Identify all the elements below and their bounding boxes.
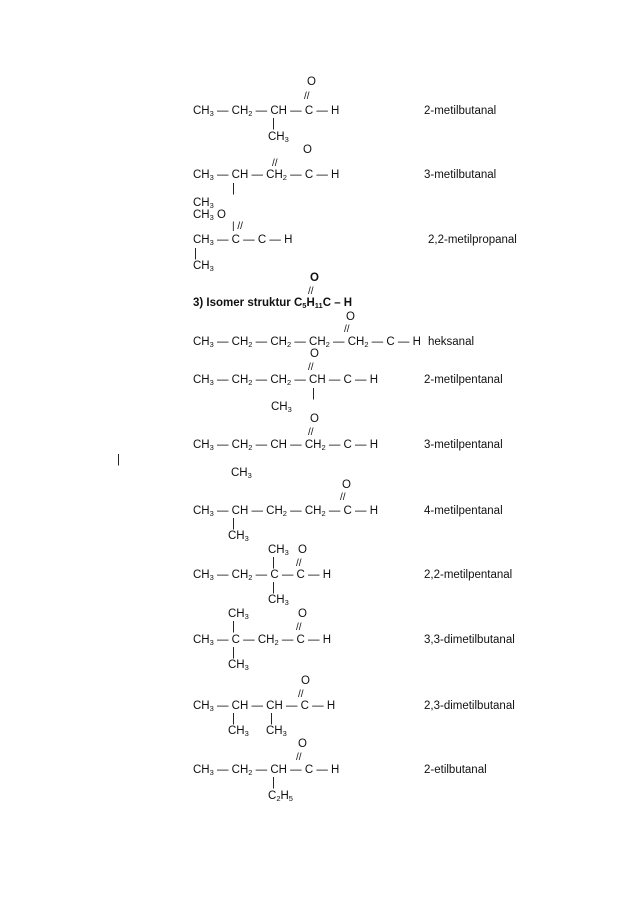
main-chain: $CH_3$ — C — $CH_2$ — C — H (193, 634, 332, 647)
double-bond: // (296, 558, 302, 569)
branch-group: $CH_3$ (268, 131, 289, 144)
double-bond: // (296, 752, 302, 763)
compound-name: 2-metilbutanal (424, 105, 497, 117)
branch-bond: | (312, 388, 315, 400)
branch-group: $C_2H_5$ (268, 790, 293, 803)
branch-bond: | (232, 647, 235, 659)
branch-group: $CH_3$ (193, 197, 214, 210)
top-groups: $CH_3$ O (193, 209, 226, 222)
carbonyl-oxygen: O (298, 608, 307, 620)
main-chain: $CH_3$ — $CH_2$ — CH — C — H (193, 105, 340, 118)
main-chain: $CH_3$ — CH — $CH_2$ — C — H (193, 169, 340, 182)
compound-name: 3,3-dimetilbutanal (424, 634, 515, 646)
branch-group: $CH_3$ (228, 725, 249, 738)
carbonyl-oxygen: O (307, 76, 316, 88)
double-bond: // (296, 622, 302, 633)
double-bond: // (272, 158, 278, 169)
carbonyl-oxygen: O (346, 311, 355, 323)
double-bond: // (308, 427, 314, 438)
branch-group: $CH_3$ (268, 594, 289, 607)
branch-group: $CH_3$ (266, 725, 287, 738)
heading-oxygen: O (310, 272, 319, 284)
double-bond: // (308, 362, 314, 373)
double-bond: // (340, 492, 346, 503)
carbonyl-oxygen: O (303, 144, 312, 156)
branch-bond: | (232, 713, 235, 725)
branch-group: $CH_3$ (231, 467, 252, 480)
main-chain: $CH_3$ — C — C — H (193, 234, 293, 247)
main-chain: $CH_3$ — CH — $CH_2$ — $CH_2$ — C — H (193, 505, 379, 518)
branch-bond: | (232, 183, 235, 195)
heading-double-bond: // (308, 286, 314, 297)
carbonyl-oxygen: O (310, 413, 319, 425)
branch-bond: | (194, 248, 197, 260)
branch-bond: | (272, 777, 275, 789)
compound-name: 3-metilpentanal (424, 439, 503, 451)
branch-group: $CH_3$ (228, 659, 249, 672)
main-chain: $CH_3$ — $CH_2$ — CH — $CH_2$ — C — H (193, 439, 379, 452)
branch-group: $CH_3$ (271, 401, 292, 414)
top-branch-group: $CH_3$ (268, 544, 289, 557)
main-chain: $CH_3$ — CH — CH — C — H (193, 700, 336, 713)
compound-name: 2,2-metilpropanal (428, 234, 517, 246)
branch-bond: | (272, 118, 275, 130)
carbonyl-oxygen: O (310, 348, 319, 360)
carbonyl-oxygen: O (301, 675, 310, 687)
branch-bond: | (117, 454, 120, 466)
top-branch-group: $CH_3$ (228, 608, 249, 621)
main-chain: $CH_3$ — $CH_2$ — $CH_2$ — CH — C — H (193, 374, 379, 387)
compound-name: 2-etilbutanal (424, 764, 487, 776)
main-chain: $CH_3$ — $CH_2$ — CH — C — H (193, 764, 340, 777)
branch-bond: | (232, 518, 235, 530)
compound-name: 4-metilpentanal (424, 505, 503, 517)
double-bond: | // (232, 221, 243, 232)
compound-name: 2-metilpentanal (424, 374, 503, 386)
compound-name: heksanal (428, 336, 475, 348)
top-branch-bond: | (272, 557, 275, 569)
compound-name: 3-metilbutanal (424, 169, 497, 181)
main-chain: $CH_3$ — $CH_2$ — C — C — H (193, 569, 332, 582)
branch-bond: | (270, 713, 273, 725)
branch-group: $CH_3$ (193, 260, 214, 273)
carbonyl-oxygen: O (298, 738, 307, 750)
section-heading: 3) Isomer struktur $C_5H_{11}C$ – H (193, 297, 353, 310)
compound-name: 2,3-dimetilbutanal (424, 700, 515, 712)
main-chain: $CH_3$ — $CH_2$ — $CH_2$ — $CH_2$ — $CH_2$ — C — H (193, 336, 421, 349)
carbonyl-oxygen: O (342, 479, 351, 491)
branch-bond: | (272, 582, 275, 594)
double-bond: // (298, 689, 304, 700)
top-branch-bond: | (232, 621, 235, 633)
double-bond: // (344, 324, 350, 335)
double-bond: // (304, 91, 310, 102)
compound-name: 2,2-metilpentanal (424, 569, 513, 581)
carbonyl-oxygen: O (298, 544, 307, 556)
branch-group: $CH_3$ (228, 530, 249, 543)
